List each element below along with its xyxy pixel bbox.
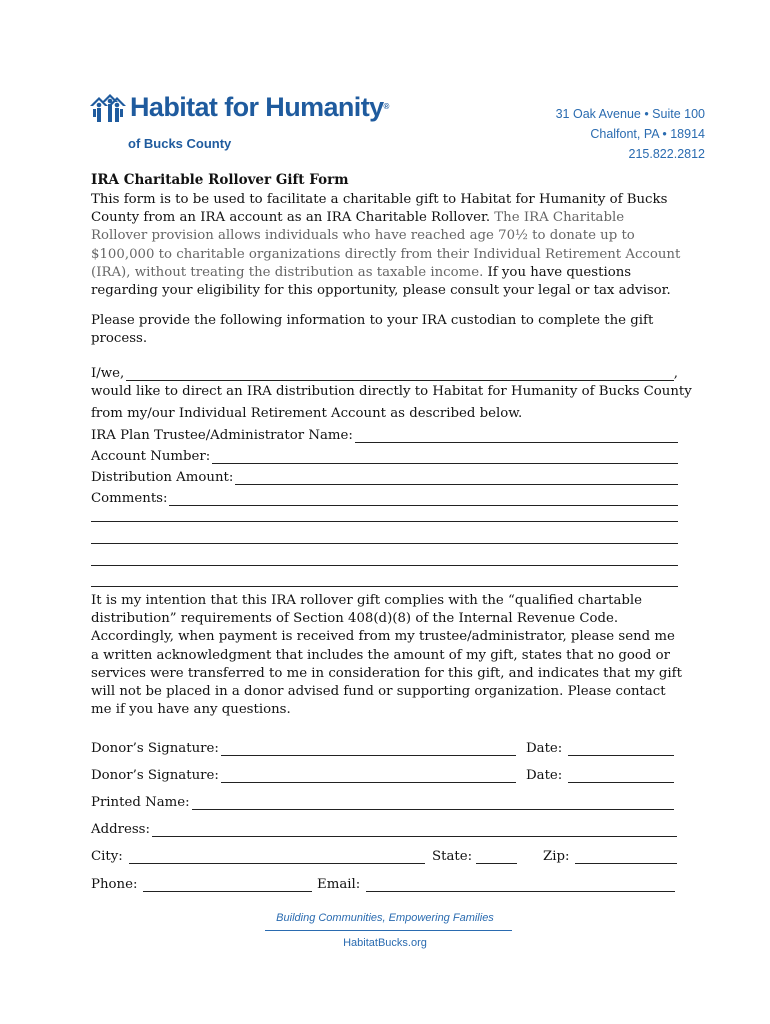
email-field[interactable]	[366, 878, 675, 892]
distribution-amount-field[interactable]	[235, 471, 678, 485]
city-row: City:	[91, 846, 425, 864]
address-field[interactable]	[152, 823, 677, 837]
footer-tagline: Building Communities, Empowering Families	[276, 912, 494, 924]
phone-number: 215.822.2812	[628, 147, 705, 161]
phone-field[interactable]	[143, 878, 312, 892]
organization-subtitle: of Bucks County	[128, 136, 232, 151]
organization-name: Habitat for Humanity®	[130, 92, 389, 122]
signature-row-1: Donor’s Signature:	[91, 738, 516, 756]
printed-name-row: Printed Name:	[91, 792, 674, 810]
city-field[interactable]	[129, 850, 425, 864]
address-line-2: Chalfont, PA • 18914	[590, 127, 705, 141]
direct-line-1: would like to direct an IRA distribution directly to Habitat for Humanity of Bucks County	[91, 384, 692, 399]
form-title: IRA Charitable Rollover Gift Form	[91, 172, 349, 188]
donor-names-field[interactable]	[126, 367, 674, 381]
zip-field[interactable]	[575, 850, 677, 864]
amount-row: Distribution Amount:	[91, 467, 678, 485]
direct-line-2: from my/our Individual Retirement Account as described below.	[91, 406, 523, 421]
intention-paragraph: It is my intention that this IRA rollover gift complies with the “qualified chartable distribution” requirements of Section 408(d)(8) of the Internal Revenue Code. Accordingly, when payment is received from my trustee/administrator, please send me a written acknowledgment that includes the amount of my gift, states that no good or services were transferred to me in consideration for this gift, and indicates that my gift will not be placed in a donor advised fund or supporting organization. Please contact me if you have any questions.	[91, 593, 682, 718]
account-row: Account Number:	[91, 446, 678, 464]
trustee-row: IRA Plan Trustee/Administrator Name:	[91, 425, 678, 443]
state-row: State:	[432, 846, 517, 864]
address-row: Address:	[91, 819, 677, 837]
comments-line-4[interactable]	[91, 565, 678, 566]
footer-divider	[265, 930, 512, 931]
account-number-field[interactable]	[212, 450, 678, 464]
comments-field[interactable]	[169, 492, 678, 506]
comments-line-5[interactable]	[91, 586, 678, 587]
date-row-1: Date:	[526, 738, 674, 756]
footer-website-link[interactable]: HabitatBucks.org	[343, 937, 427, 949]
comments-line-3[interactable]	[91, 543, 678, 544]
date-field-2[interactable]	[568, 769, 674, 783]
signature-row-2: Donor’s Signature:	[91, 765, 516, 783]
email-row: Email:	[317, 874, 675, 892]
zip-row: Zip:	[543, 846, 677, 864]
comments-row: Comments:	[91, 488, 678, 506]
logo	[90, 92, 389, 124]
habitat-houses-icon	[90, 92, 126, 124]
date-row-2: Date:	[526, 765, 674, 783]
date-field-1[interactable]	[568, 742, 674, 756]
donor-signature-field-1[interactable]	[221, 742, 516, 756]
phone-row: Phone:	[91, 874, 312, 892]
intro-paragraph: This form is to be used to facilitate a charitable gift to Habitat for Humanity of Bucks County from an IRA account as an IRA Charitable Rollover. The IRA Charitable Rollover provision allows individuals who have reached age 70½ to donate up to $100,000 to charitable organizations directly from their Individual Retirement Account (IRA), without treating the distribution as taxable income. If you have questions regarding your eligibility for this opportunity, please consult your legal or tax advisor.	[91, 192, 681, 299]
printed-name-field[interactable]	[192, 796, 674, 810]
address-line-1: 31 Oak Avenue • Suite 100	[555, 107, 705, 121]
state-field[interactable]	[476, 850, 517, 864]
donor-names-row: I/we, ,	[91, 366, 678, 381]
instruction-paragraph: Please provide the following information to your IRA custodian to complete the gift process.	[91, 313, 654, 347]
address-block	[556, 104, 705, 164]
donor-signature-field-2[interactable]	[221, 769, 516, 783]
comments-line-2[interactable]	[91, 521, 678, 522]
trustee-name-field[interactable]	[355, 429, 678, 443]
